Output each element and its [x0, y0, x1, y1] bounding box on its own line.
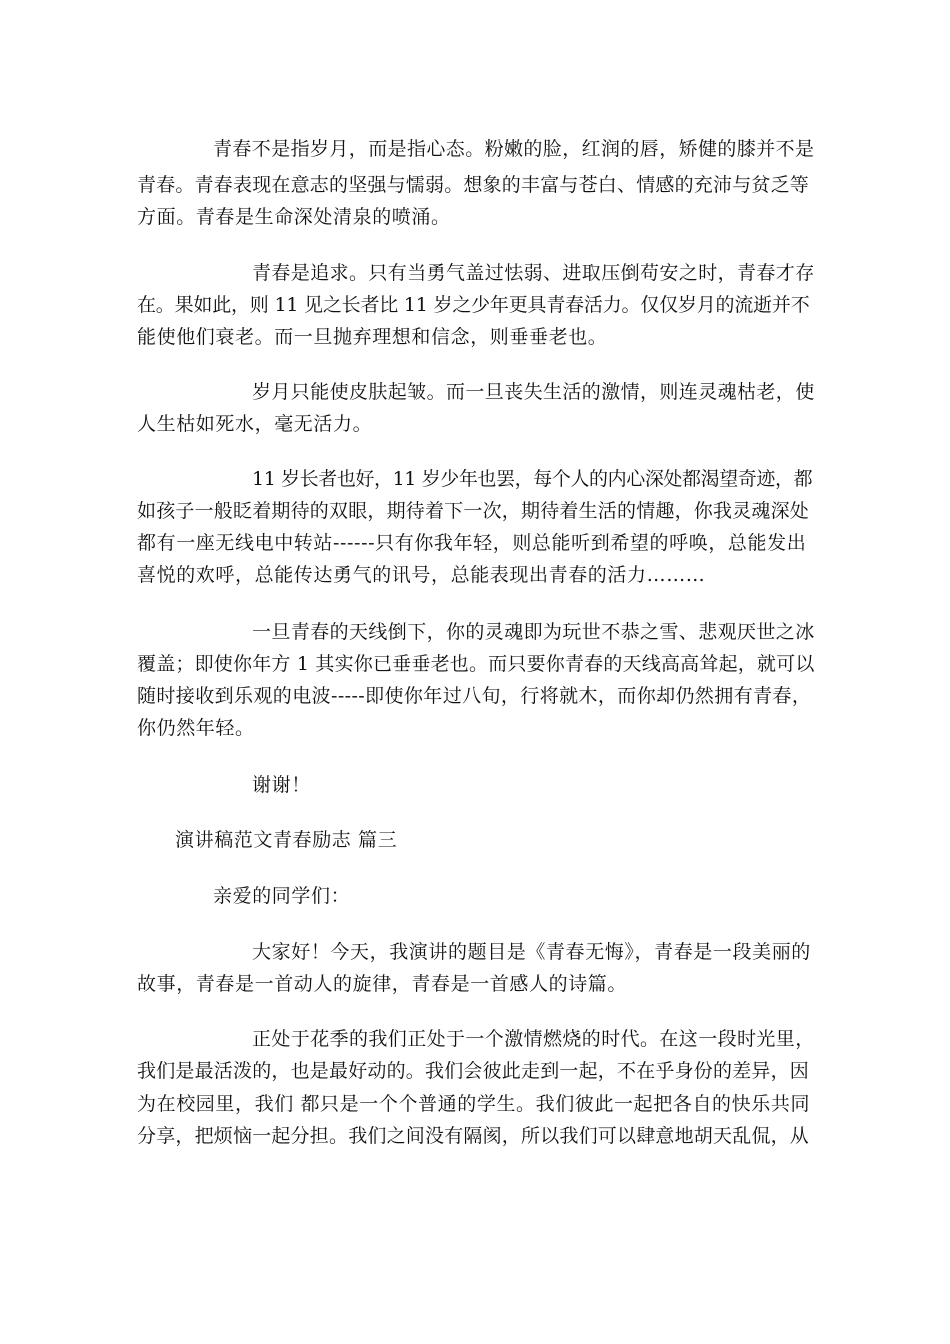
text-line: 一旦青春的天线倒下，你的灵魂即为玩世不恭之雪、悲观厌世之冰: [252, 621, 815, 643]
text-line: 谢谢！: [252, 774, 311, 796]
text-line: 11 岁长者也好，11 岁少年也罢，每个人的内心深处都渴望奇迹，都: [252, 468, 813, 490]
text-line: 人生枯如死水，毫无活力。: [137, 413, 373, 435]
salutation: 亲爱的同学们：: [213, 885, 351, 907]
text-line: 在。果如此，则 11 见之长者比 11 岁之少年更具青春活力。仅仅岁月的流逝并不: [137, 294, 810, 316]
text-line: 随时接收到乐观的电波-----即使你年过八旬，行将就木，而你却仍然拥有青春，: [137, 685, 812, 707]
text-line: 青春。青春表现在意志的坚强与懦弱。想象的丰富与苍白、情感的充沛与贫乏等: [137, 174, 810, 196]
text-line: 正处于花季的我们正处于一个激情燃烧的时代。在这一段时光里，: [252, 1028, 815, 1050]
text-line: 青春不是指岁月，而是指心态。粉嫩的脸，红润的唇，矫健的膝并不是: [213, 138, 815, 160]
text-line: 为在校园里，我们 都只是一个个普通的学生。我们彼此一起把各自的快乐共同: [137, 1093, 811, 1115]
text-line: 都有一座无线电中转站------只有你我年轻，则总能听到希望的呼唤，总能发出: [137, 532, 807, 554]
text-line: 青春是追求。只有当勇气盖过怯弱、进取压倒苟安之时，青春才存: [252, 262, 815, 284]
text-line: 方面。青春是生命深处清泉的喷涌。: [137, 206, 451, 228]
text-line: 你仍然年轻。: [137, 717, 255, 739]
text-line: 喜悦的欢呼，总能传达勇气的讯号，总能表现出青春的活力………: [137, 564, 706, 586]
section-heading: 演讲稿范文青春励志 篇三: [175, 829, 398, 851]
text-line: 我们是最活泼的，也是最好动的。我们会彼此走到一起，不在乎身份的差异，因: [137, 1060, 810, 1082]
text-line: 故事，青春是一首动人的旋律，青春是一首感人的诗篇。: [137, 973, 628, 995]
text-line: 岁月只能使皮肤起皱。而一旦丧失生活的激情，则连灵魂枯老，使: [252, 381, 815, 403]
text-line: 如孩子一般眨着期待的双眼，期待着下一次，期待着生活的情趣，你我灵魂深处: [137, 500, 810, 522]
text-line: 分享，把烦恼一起分担。我们之间没有隔阂，所以我们可以肆意地胡天乱侃，从: [137, 1125, 810, 1147]
text-line: 能使他们衰老。而一旦抛弃理想和信念，则垂垂老也。: [137, 326, 608, 348]
text-line: 覆盖；即使你年方 1 其实你已垂垂老也。而只要你青春的天线高高耸起，就可以: [137, 653, 815, 675]
text-line: 大家好！今天，我演讲的题目是《青春无悔》，青春是一段美丽的: [252, 941, 811, 963]
